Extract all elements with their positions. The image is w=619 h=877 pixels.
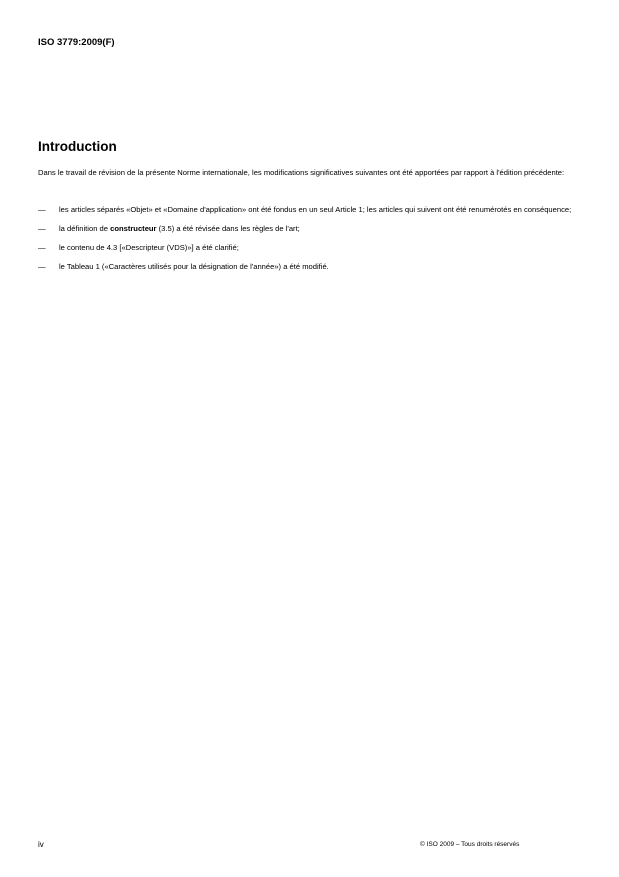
list-item [38, 205, 578, 214]
list-item [38, 243, 578, 252]
list-item-text: le contenu de 4.3 [«Descripteur (VDS)»] a été clarifié; [59, 243, 239, 252]
section-title: Introduction [38, 139, 117, 154]
dash-bullet: — [38, 262, 46, 271]
changes-list [38, 205, 578, 281]
dash-bullet: — [38, 243, 46, 252]
list-item [38, 262, 578, 271]
page-number: iv [38, 840, 44, 849]
list-item-text: le Tableau 1 («Caractères utilisés pour la désignation de l'année») a été modifié. [59, 262, 329, 271]
copyright-notice: © ISO 2009 – Tous droits réservés [420, 841, 520, 848]
dash-bullet: — [38, 224, 46, 233]
list-item [38, 224, 578, 233]
intro-paragraph: Dans le travail de révision de la présente Norme internationale, les modifications significatives suivantes ont été apportées par rapport à l'édition précédente: [38, 168, 565, 177]
list-item-text: la définition de constructeur (3.5) a été révisée dans les règles de l'art; [59, 224, 300, 233]
term-constructeur: constructeur [110, 224, 157, 233]
document-id: ISO 3779:2009(F) [38, 37, 115, 48]
list-item-text: les articles séparés «Objet» et «Domaine d'application» ont été fondus en un seul Article 1; les articles qui suivent ont été renumérotés en conséquence; [59, 205, 572, 214]
dash-bullet: — [38, 205, 46, 214]
